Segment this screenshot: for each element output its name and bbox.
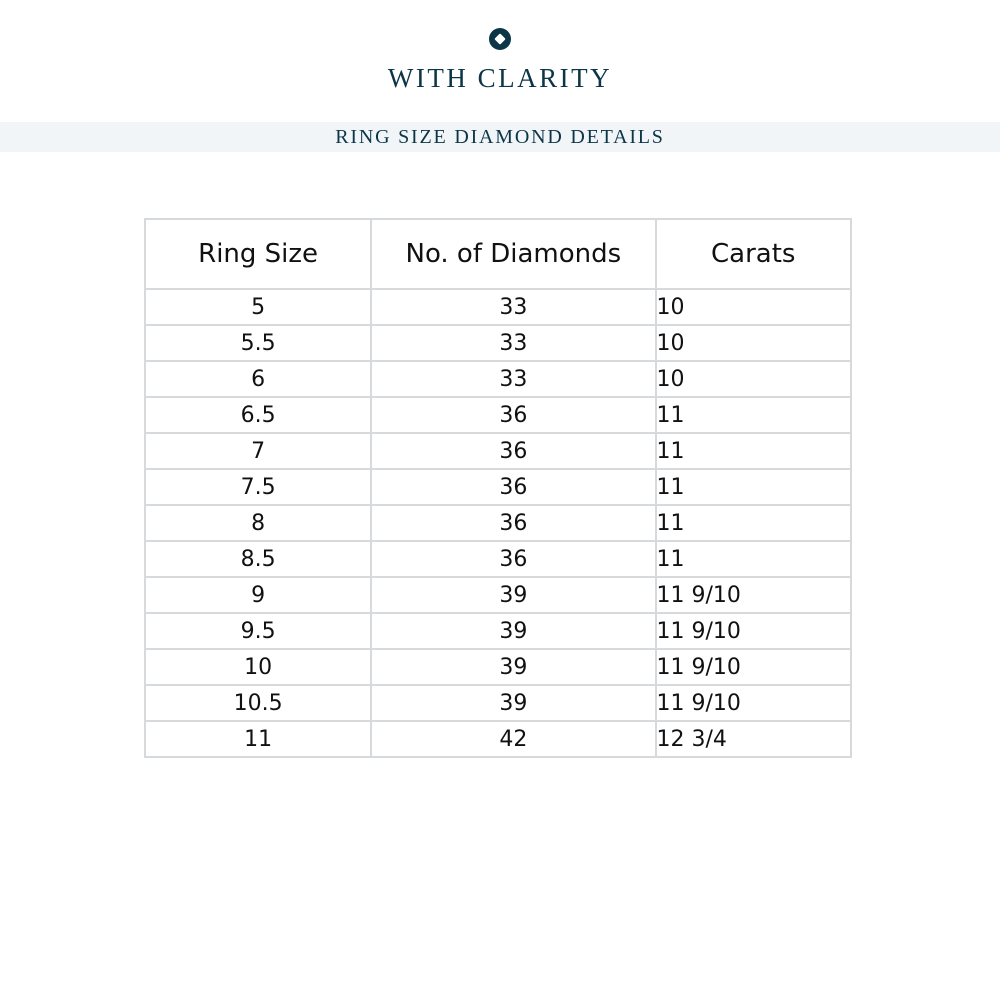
- diamond-count-cell: 39: [371, 685, 655, 721]
- column-header-diamond-count: No. of Diamonds: [371, 219, 655, 289]
- ring-size-cell: 10.5: [145, 685, 371, 721]
- carats-cell: 11: [656, 505, 852, 541]
- table-row: [145, 433, 851, 469]
- table-row: [145, 649, 851, 685]
- table-row: [145, 325, 851, 361]
- carats-cell: 11: [656, 397, 852, 433]
- ring-size-cell: 5.5: [145, 325, 371, 361]
- carats-cell: 10: [656, 289, 852, 325]
- carats-cell: 11: [656, 433, 852, 469]
- table-row: [145, 397, 851, 433]
- diamond-count-cell: 39: [371, 577, 655, 613]
- diamond-circle-icon: [489, 28, 511, 50]
- diamond-count-cell: 39: [371, 613, 655, 649]
- table-row: [145, 577, 851, 613]
- page-title: RING SIZE DIAMOND DETAILS: [335, 126, 665, 148]
- column-header-carats: Carats: [656, 219, 852, 289]
- ring-size-cell: 6.5: [145, 397, 371, 433]
- table-row: [145, 469, 851, 505]
- diamond-count-cell: 36: [371, 433, 655, 469]
- ring-size-cell: 9: [145, 577, 371, 613]
- carats-cell: 10: [656, 325, 852, 361]
- table-row: [145, 685, 851, 721]
- table-row: [145, 721, 851, 757]
- table-row: [145, 541, 851, 577]
- diamond-count-cell: 39: [371, 649, 655, 685]
- carats-cell: 11: [656, 541, 852, 577]
- ring-size-cell: 7.5: [145, 469, 371, 505]
- ring-size-cell: 8.5: [145, 541, 371, 577]
- carats-cell: 10: [656, 361, 852, 397]
- brand-name: WITH CLARITY: [387, 63, 613, 93]
- ring-size-cell: 10: [145, 649, 371, 685]
- carats-cell: 12 3/4: [656, 721, 852, 757]
- ring-size-cell: 9.5: [145, 613, 371, 649]
- diamond-count-cell: 36: [371, 469, 655, 505]
- table-row: [145, 289, 851, 325]
- diamond-count-cell: 36: [371, 397, 655, 433]
- ring-size-cell: 6: [145, 361, 371, 397]
- ring-size-cell: 8: [145, 505, 371, 541]
- table-header-row: [145, 219, 851, 289]
- table-row: [145, 505, 851, 541]
- carats-cell: 11 9/10: [656, 649, 852, 685]
- carats-cell: 11 9/10: [656, 577, 852, 613]
- ring-size-cell: 5: [145, 289, 371, 325]
- carats-cell: 11: [656, 469, 852, 505]
- carats-cell: 11 9/10: [656, 613, 852, 649]
- column-header-ring-size: Ring Size: [145, 219, 371, 289]
- diamond-count-cell: 33: [371, 325, 655, 361]
- ring-size-cell: 11: [145, 721, 371, 757]
- table-row: [145, 613, 851, 649]
- diamond-count-cell: 33: [371, 289, 655, 325]
- diamond-count-cell: 33: [371, 361, 655, 397]
- table-row: [145, 361, 851, 397]
- diamond-count-cell: 36: [371, 541, 655, 577]
- ring-size-cell: 7: [145, 433, 371, 469]
- diamond-count-cell: 36: [371, 505, 655, 541]
- carats-cell: 11 9/10: [656, 685, 852, 721]
- ring-size-table: [144, 218, 852, 758]
- diamond-count-cell: 42: [371, 721, 655, 757]
